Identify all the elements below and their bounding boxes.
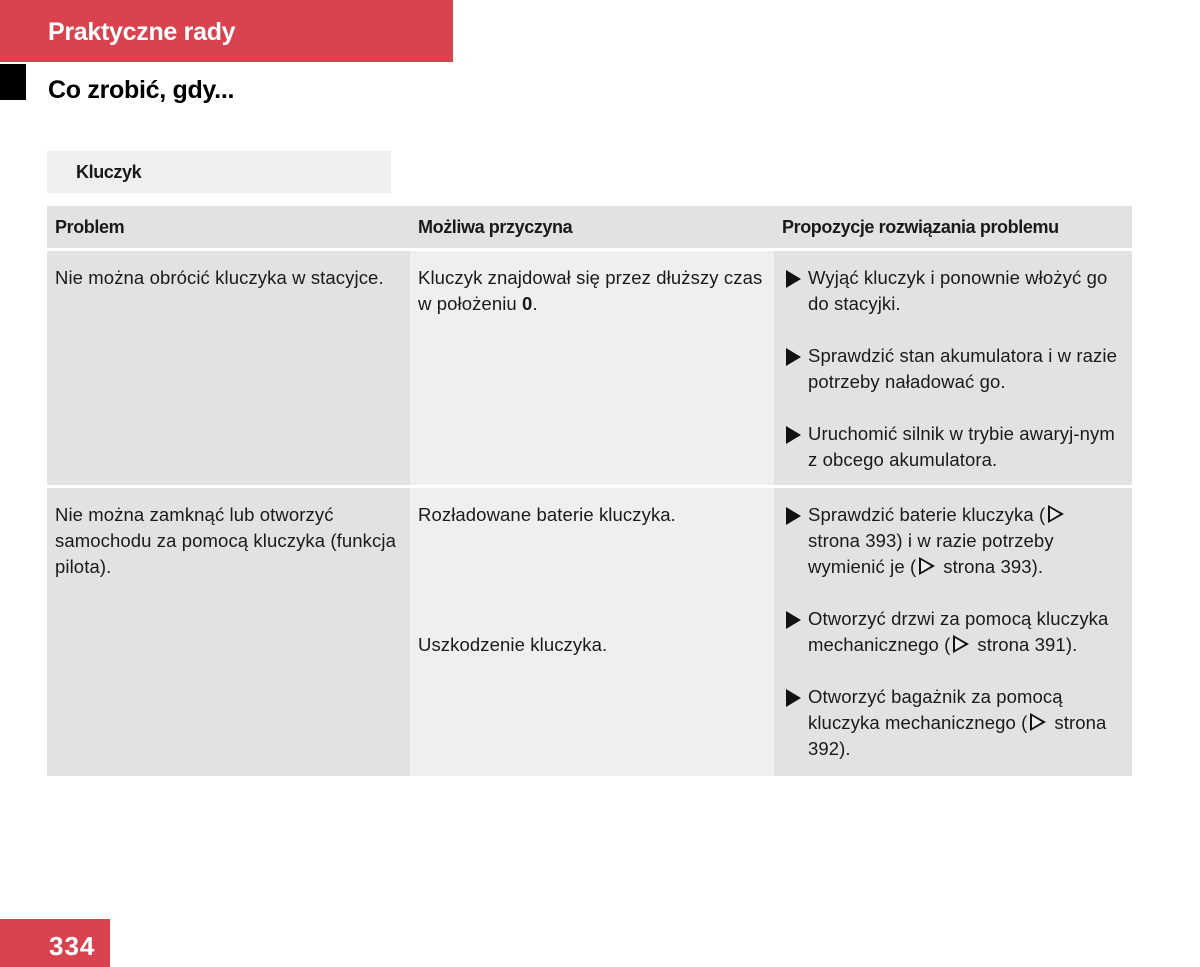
solution-item bbox=[782, 684, 1124, 762]
cause-text: Uszkodzenie kluczyka. bbox=[418, 634, 608, 655]
page-reference-icon bbox=[1048, 505, 1064, 523]
action-triangle-icon bbox=[786, 507, 801, 525]
page-reference-icon bbox=[1030, 713, 1046, 731]
action-triangle-icon bbox=[786, 270, 801, 288]
page-title: Co zrobić, gdy... bbox=[48, 76, 235, 104]
action-triangle-icon bbox=[786, 426, 801, 444]
cause-text-end: . bbox=[532, 293, 538, 314]
table-row bbox=[47, 250, 1132, 487]
action-triangle-icon bbox=[786, 348, 801, 366]
page-number-tab bbox=[0, 919, 110, 967]
column-header-cause: Możliwa przyczyna bbox=[410, 206, 774, 250]
problem-cell bbox=[47, 487, 410, 777]
solution-item bbox=[782, 343, 1124, 395]
section-title: Praktyczne rady bbox=[48, 18, 236, 46]
column-header-problem: Problem bbox=[47, 206, 410, 250]
solution-item bbox=[782, 502, 1124, 580]
solution-text: strona 393). bbox=[943, 556, 1044, 577]
topic-subheader bbox=[47, 151, 391, 193]
key-position-value: 0 bbox=[522, 293, 533, 314]
table-header-row bbox=[47, 206, 1132, 250]
solution-text: Wyjąć kluczyk i ponownie włożyć go do stacyjki. bbox=[808, 267, 1108, 314]
topic-subheader-label: Kluczyk bbox=[76, 162, 142, 182]
solution-item bbox=[782, 265, 1124, 317]
solution-text: Sprawdzić baterie kluczyka ( bbox=[808, 504, 1046, 525]
solution-text: Uruchomić silnik w trybie awaryj-nym z obcego akumulatora. bbox=[808, 423, 1115, 470]
table-row bbox=[47, 487, 1132, 777]
cause-cell bbox=[410, 487, 774, 777]
chapter-marker bbox=[0, 64, 26, 100]
solution-item bbox=[782, 421, 1124, 473]
cause-cell bbox=[410, 250, 774, 487]
action-triangle-icon bbox=[786, 611, 801, 629]
solution-text: strona 393) i w razie potrzeby wymienić je ( bbox=[808, 530, 1054, 577]
solution-text: Otworzyć drzwi za pomocą kluczyka mechanicznego ( bbox=[808, 608, 1109, 655]
solution-text: Otworzyć bagażnik za pomocą kluczyka mechanicznego ( bbox=[808, 686, 1063, 733]
action-triangle-icon bbox=[786, 689, 801, 707]
problem-cell bbox=[47, 250, 410, 487]
solution-cell bbox=[774, 487, 1132, 777]
page-reference-icon bbox=[919, 557, 935, 575]
problem-text: Nie można obrócić kluczyka w stacyjce. bbox=[55, 267, 384, 288]
page-number: 334 bbox=[49, 931, 96, 961]
solution-text: strona 392). bbox=[808, 712, 1107, 759]
cause-text: Rozładowane baterie kluczyka. bbox=[418, 504, 676, 525]
solution-text: Sprawdzić stan akumulatora i w razie potrzeby naładować go. bbox=[808, 345, 1117, 392]
solution-cell bbox=[774, 250, 1132, 487]
solution-text: strona 391). bbox=[977, 634, 1078, 655]
page-reference-icon bbox=[953, 635, 969, 653]
problem-text: Nie można zamknąć lub otworzyć samochodu za pomocą kluczyka (funkcja pilota). bbox=[55, 504, 396, 577]
troubleshooting-table bbox=[47, 206, 1132, 776]
solution-item bbox=[782, 606, 1124, 658]
section-header bbox=[0, 0, 453, 62]
column-header-solution: Propozycje rozwiązania problemu bbox=[774, 206, 1132, 250]
cause-text: Kluczyk znajdował się przez dłuższy czas w położeniu bbox=[418, 267, 763, 314]
